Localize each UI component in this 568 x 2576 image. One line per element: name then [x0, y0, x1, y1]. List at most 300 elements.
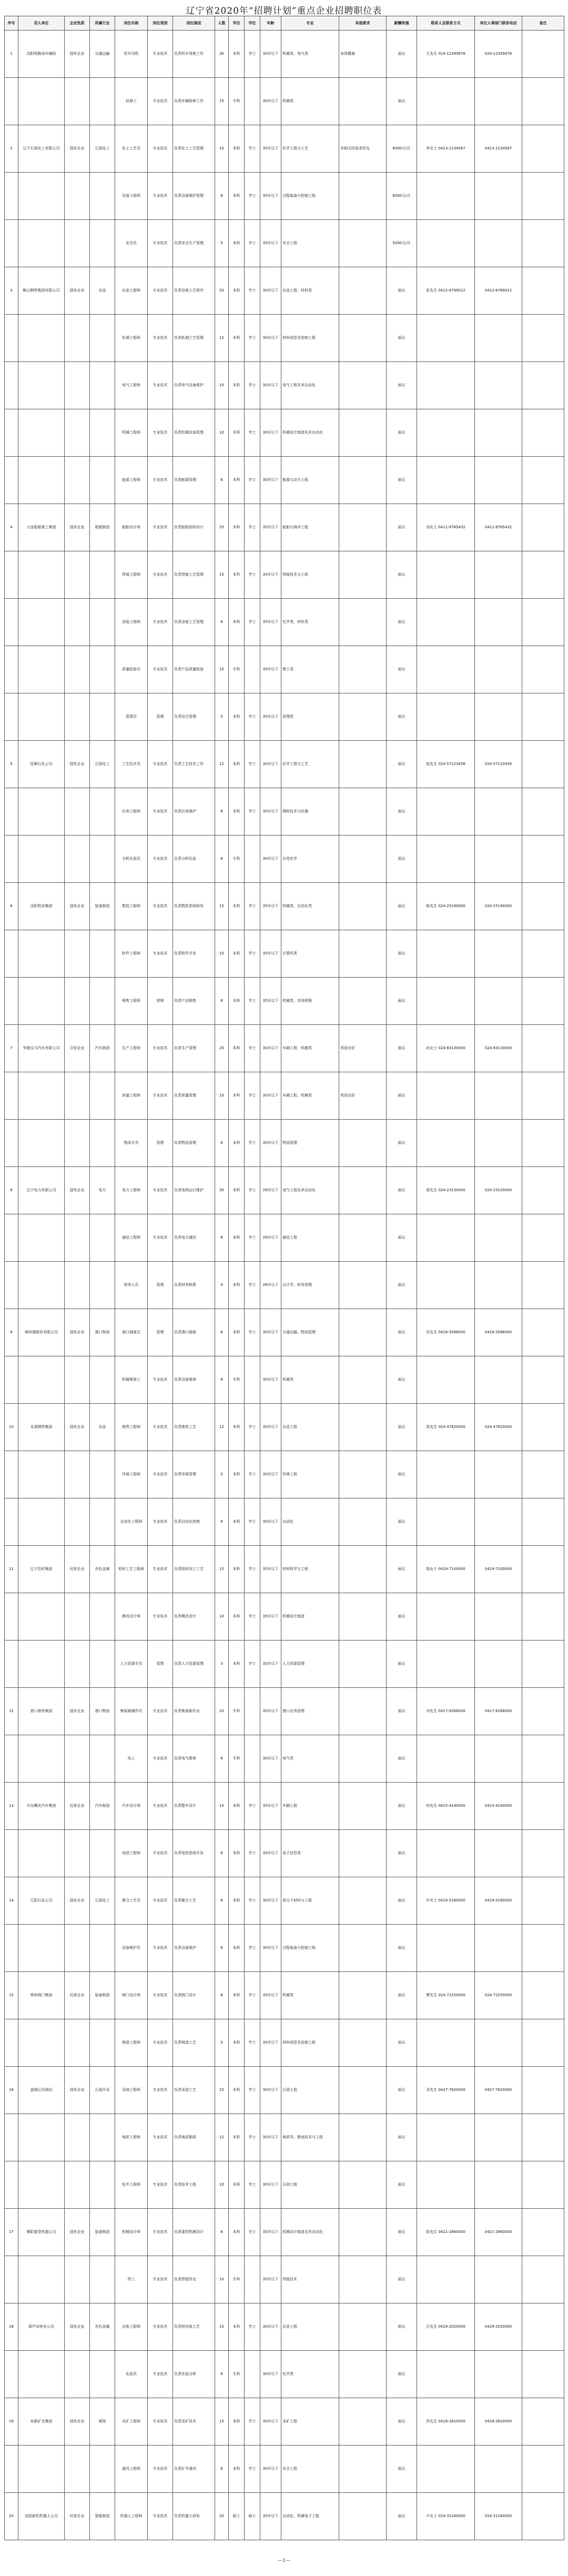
- table-row: [5, 1546, 564, 1593]
- table-cell: [475, 551, 522, 599]
- table-cell: 材料科学与工程: [281, 1546, 339, 1593]
- table-cell: 本科: [229, 788, 245, 836]
- table-cell: 盘锦辽河油田: [18, 2067, 65, 2114]
- table-cell: 本科: [229, 1167, 245, 1214]
- table-cell: 30岁以下: [260, 1498, 281, 1546]
- table-cell: [475, 1925, 522, 1972]
- table-cell: 8: [215, 1214, 229, 1262]
- table-cell: 船舶制造: [90, 504, 115, 551]
- table-cell: [5, 409, 18, 457]
- table-cell: [65, 788, 90, 836]
- table-cell: 本科: [229, 457, 245, 504]
- table-cell: 本科: [229, 173, 245, 220]
- table-cell: 专业技术: [148, 1498, 173, 1546]
- table-cell: [5, 1262, 18, 1309]
- table-cell: [417, 930, 475, 978]
- table-cell: [90, 78, 115, 125]
- table-cell: 本科: [229, 883, 245, 930]
- table-cell: 英语良好: [339, 1025, 387, 1072]
- table-cell: 负责锌冶炼工艺: [173, 2303, 215, 2351]
- table-cell: [522, 362, 564, 409]
- table-cell: [417, 693, 475, 741]
- table-cell: [417, 1072, 475, 1120]
- column-header: 用人单位: [18, 16, 65, 31]
- table-cell: 面议: [387, 1072, 417, 1120]
- table-cell: 专科: [229, 1688, 245, 1735]
- table-cell: 负责化工工艺管理: [173, 125, 215, 173]
- table-cell: 身体健康: [339, 31, 387, 78]
- table-cell: 1: [5, 31, 18, 78]
- table-cell: 8: [215, 836, 229, 883]
- table-cell: [339, 1925, 387, 1972]
- table-cell: 本科: [229, 1972, 245, 2019]
- table-cell: 30岁以下: [260, 78, 281, 125]
- table-cell: 30岁以下: [260, 1688, 281, 1735]
- table-cell: 能源工程师: [115, 457, 148, 504]
- table-row: [5, 125, 564, 173]
- table-cell: 25: [215, 2067, 229, 2114]
- table-row: [5, 1735, 564, 1783]
- table-cell: 国有企业: [65, 1877, 90, 1925]
- table-cell: 学士: [245, 1451, 260, 1498]
- table-cell: 19: [5, 2398, 18, 2446]
- table-row: [5, 504, 564, 551]
- table-cell: [18, 220, 65, 267]
- table-cell: [417, 1262, 475, 1309]
- table-cell: 30岁以下: [260, 1877, 281, 1925]
- table-cell: [90, 2351, 115, 2398]
- table-cell: 35岁以下: [260, 220, 281, 267]
- table-cell: 20: [215, 1025, 229, 1072]
- table-cell: 焊接技术: [281, 2256, 339, 2303]
- table-cell: 学士: [245, 2161, 260, 2209]
- table-cell: 负责港口调度: [173, 1309, 215, 1356]
- table-cell: 8: [215, 1972, 229, 2019]
- table-cell: [90, 409, 115, 457]
- table-cell: 安全员: [115, 220, 148, 267]
- table-row: [5, 1072, 564, 1120]
- table-cell: [18, 1214, 65, 1262]
- table-cell: 地质工程师: [115, 2114, 148, 2161]
- table-cell: [5, 2351, 18, 2398]
- table-cell: 辽阳石化公司: [18, 1877, 65, 1925]
- table-cell: [65, 930, 90, 978]
- table-cell: 本科: [229, 2446, 245, 2493]
- table-cell: 学士: [245, 788, 260, 836]
- table-cell: 15: [5, 1972, 18, 2019]
- table-cell: 35岁以下: [260, 693, 281, 741]
- table-cell: 专业技术: [148, 125, 173, 173]
- table-cell: 专业技术: [148, 1972, 173, 2019]
- table-cell: 李女士 0413-1234567: [417, 125, 475, 173]
- table-row: [5, 1688, 564, 1735]
- table-cell: 35岁以下: [260, 1972, 281, 2019]
- page-title: 辽宁省2020年“招聘计划”重点企业招聘职位表: [186, 6, 382, 16]
- table-cell: [5, 1641, 18, 1688]
- table-cell: 机械设计制造及其自动化: [281, 2209, 339, 2256]
- table-cell: 面议: [387, 2493, 417, 2540]
- table-cell: 学士: [245, 1641, 260, 1688]
- table-cell: 财务人员: [115, 1262, 148, 1309]
- table-cell: 负责集装箱作业: [173, 1688, 215, 1735]
- table-cell: [18, 1451, 65, 1498]
- table-cell: [18, 1120, 65, 1167]
- table-cell: [339, 409, 387, 457]
- table-cell: 专业技术: [148, 1593, 173, 1641]
- table-cell: 30岁以下: [260, 2161, 281, 2209]
- table-cell: 沈阳铁路局车辆段: [18, 31, 65, 78]
- table-cell: 30岁以下: [260, 457, 281, 504]
- table-cell: [18, 2114, 65, 2161]
- table-cell: 30岁以下: [260, 788, 281, 836]
- table-cell: 学士: [245, 315, 260, 362]
- table-cell: 学士: [245, 1972, 260, 2019]
- table-cell: 0419-7100000: [475, 1546, 522, 1593]
- table-cell: [522, 930, 564, 978]
- table-cell: 本科: [229, 1404, 245, 1451]
- table-cell: 营销: [148, 978, 173, 1025]
- table-cell: 汽车制造: [90, 1025, 115, 1072]
- table-cell: [417, 2161, 475, 2209]
- table-cell: [65, 1498, 90, 1546]
- table-cell: 学士: [245, 1830, 260, 1877]
- table-cell: 计算机类: [281, 930, 339, 978]
- table-row: [5, 409, 564, 457]
- table-cell: [65, 1593, 90, 1641]
- table-cell: [417, 1120, 475, 1167]
- table-cell: 本科: [229, 315, 245, 362]
- table-cell: [90, 2114, 115, 2161]
- table-cell: 35岁以下: [260, 173, 281, 220]
- table-cell: 彭先生 0421-2860000: [417, 2209, 475, 2256]
- table-cell: [522, 409, 564, 457]
- table-cell: 国有企业: [65, 1404, 90, 1451]
- table-cell: 0418-2810000: [475, 2398, 522, 2446]
- table-cell: [90, 1262, 115, 1309]
- table-cell: [5, 930, 18, 978]
- table-cell: 学士: [245, 930, 260, 978]
- table-cell: 钻井工程师: [115, 2161, 148, 2209]
- table-cell: 6: [215, 1120, 229, 1167]
- table-cell: [522, 1925, 564, 1972]
- table-row: [5, 2019, 564, 2067]
- table-cell: 负责聚合工艺: [173, 1877, 215, 1925]
- table-cell: 化学工程与工艺: [281, 741, 339, 788]
- table-cell: 面议: [387, 315, 417, 362]
- table-cell: [90, 2161, 115, 2209]
- table-cell: 何先生 0415-4140000: [417, 1783, 475, 1830]
- table-cell: 化验员: [115, 2351, 148, 2398]
- table-cell: 负责综合管理: [173, 693, 215, 741]
- table-cell: [417, 1214, 475, 1262]
- table-cell: 学士: [245, 2398, 260, 2446]
- table-cell: [5, 1735, 18, 1783]
- table-cell: 10: [215, 1783, 229, 1830]
- table-cell: [18, 409, 65, 457]
- table-cell: 负责软件开发: [173, 930, 215, 978]
- table-cell: [65, 173, 90, 220]
- table-cell: 汽车制造: [90, 1783, 115, 1830]
- table-row: [5, 1593, 564, 1641]
- table-cell: 负责数控系统研发: [173, 883, 215, 930]
- table-cell: [417, 457, 475, 504]
- table-cell: 英语良好: [339, 1072, 387, 1120]
- table-cell: 专业技术: [148, 599, 173, 646]
- table-header-row: [5, 16, 564, 31]
- table-cell: [65, 315, 90, 362]
- table-cell: [18, 646, 65, 693]
- table-cell: [339, 457, 387, 504]
- table-cell: 专业技术: [148, 2019, 173, 2067]
- table-cell: 学士: [245, 741, 260, 788]
- table-cell: 0429-2020000: [475, 2303, 522, 2351]
- table-cell: 学士: [245, 2209, 260, 2256]
- table-cell: [417, 1641, 475, 1688]
- table-cell: [475, 1214, 522, 1262]
- table-cell: [65, 2256, 90, 2303]
- table-cell: 学士: [245, 362, 260, 409]
- column-header: 所属行业: [90, 16, 115, 31]
- table-cell: [475, 2446, 522, 2493]
- table-cell: [18, 978, 65, 1025]
- table-cell: 10: [215, 2256, 229, 2303]
- table-cell: 6000元/月: [387, 173, 417, 220]
- table-row: [5, 173, 564, 220]
- table-cell: 专科: [229, 646, 245, 693]
- table-cell: 本科: [229, 267, 245, 315]
- table-cell: [475, 1356, 522, 1404]
- table-cell: [5, 1120, 18, 1167]
- table-cell: 负责采矿技术: [173, 2398, 215, 2446]
- table-cell: 专业技术: [148, 2303, 173, 2351]
- table-cell: 面议: [387, 78, 417, 125]
- table-cell: 专科: [229, 2256, 245, 2303]
- table-cell: 冶金: [90, 1404, 115, 1451]
- table-cell: 2: [5, 125, 18, 173]
- table-cell: 面议: [387, 1641, 417, 1688]
- table-cell: 涂装工程师: [115, 599, 148, 646]
- table-cell: 15: [215, 2398, 229, 2446]
- table-cell: [417, 362, 475, 409]
- table-cell: 35岁以下: [260, 125, 281, 173]
- table-cell: 高分子材料与工程: [281, 1877, 339, 1925]
- table-cell: 自动化工程师: [115, 1498, 148, 1546]
- column-header: 联系人及联系方式: [417, 16, 475, 31]
- table-cell: 专业技术: [148, 1214, 173, 1262]
- table-cell: [522, 1404, 564, 1451]
- table-cell: 负责铸造工艺: [173, 2019, 215, 2067]
- table-cell: 轧钢工程师: [115, 315, 148, 362]
- table-cell: 30: [215, 31, 229, 78]
- table-cell: 负责阀门设计: [173, 1972, 215, 2019]
- table-cell: [245, 78, 260, 125]
- table-cell: [417, 978, 475, 1025]
- table-cell: [417, 599, 475, 646]
- table-cell: [475, 1120, 522, 1167]
- table-cell: [18, 1262, 65, 1309]
- table-cell: [339, 1498, 387, 1546]
- table-cell: 电子信息类: [281, 1830, 339, 1877]
- table-cell: [65, 78, 90, 125]
- table-cell: [475, 220, 522, 267]
- table-cell: 仪表工程师: [115, 788, 148, 836]
- table-cell: [417, 315, 475, 362]
- table-cell: 学士: [245, 1877, 260, 1925]
- table-row: [5, 1167, 564, 1214]
- table-cell: [475, 788, 522, 836]
- table-cell: 面议: [387, 1167, 417, 1214]
- table-cell: 吕先生 0429-2020000: [417, 2303, 475, 2351]
- table-cell: [18, 1641, 65, 1688]
- table-cell: 3: [5, 267, 18, 315]
- table-cell: 学士: [245, 1025, 260, 1072]
- table-cell: 8: [215, 599, 229, 646]
- table-cell: [522, 1120, 564, 1167]
- table-cell: 电力工程师: [115, 1167, 148, 1214]
- table-cell: 本科: [229, 2114, 245, 2161]
- table-cell: [522, 978, 564, 1025]
- table-cell: 专业技术: [148, 788, 173, 836]
- table-cell: [339, 693, 387, 741]
- table-cell: [339, 646, 387, 693]
- table-cell: 负责分析化验: [173, 836, 215, 883]
- table-cell: 本科: [229, 1309, 245, 1356]
- table-cell: 民营企业: [65, 2493, 90, 2540]
- table-cell: 朝阳重型机器公司: [18, 2209, 65, 2256]
- table-cell: 30岁以下: [260, 31, 281, 78]
- table-cell: [339, 836, 387, 883]
- table-cell: [90, 930, 115, 978]
- table-cell: 装备制造: [90, 1972, 115, 2019]
- table-cell: 冶金: [90, 267, 115, 315]
- table-cell: [65, 409, 90, 457]
- column-header: 其他要求: [339, 16, 387, 31]
- table-cell: 专业技术: [148, 883, 173, 930]
- column-header: 序号: [5, 16, 18, 31]
- table-cell: [65, 1120, 90, 1167]
- table-cell: [339, 2398, 387, 2446]
- table-cell: [475, 599, 522, 646]
- table-cell: 面议: [387, 2209, 417, 2256]
- table-cell: 专业技术: [148, 2209, 173, 2256]
- table-cell: 面议: [387, 2161, 417, 2209]
- table-row: [5, 2303, 564, 2351]
- table-cell: 车辆工程: [281, 1783, 339, 1830]
- table-cell: 机器人工程师: [115, 2493, 148, 2540]
- table-cell: 负责采油工艺: [173, 2067, 215, 2114]
- table-cell: 本科: [229, 551, 245, 599]
- table-cell: 负责安全生产管理: [173, 220, 215, 267]
- table-cell: 负责电网运行维护: [173, 1167, 215, 1214]
- table-cell: 学士: [245, 2019, 260, 2067]
- table-cell: 专业技术: [148, 1735, 173, 1783]
- table-cell: 0417-6268000: [475, 1688, 522, 1735]
- table-cell: 理工类: [281, 646, 339, 693]
- table-cell: [417, 409, 475, 457]
- table-cell: 面议: [387, 457, 417, 504]
- table-cell: 辽宁电力有限公司: [18, 1167, 65, 1214]
- table-cell: [18, 693, 65, 741]
- table-cell: [475, 1451, 522, 1498]
- table-cell: 面议: [387, 693, 417, 741]
- table-cell: 本科: [229, 2303, 245, 2351]
- table-cell: [5, 2019, 18, 2067]
- table-cell: [65, 599, 90, 646]
- table-cell: 港口业务管理: [281, 1688, 339, 1735]
- table-cell: 10: [215, 362, 229, 409]
- table-cell: 面议: [387, 1546, 417, 1593]
- table-cell: 管理: [148, 693, 173, 741]
- table-row: [5, 930, 564, 978]
- table-cell: 石油化工: [90, 1877, 115, 1925]
- table-cell: [90, 173, 115, 220]
- table-cell: 20: [215, 2493, 229, 2540]
- table-cell: 30岁以下: [260, 2114, 281, 2161]
- table-cell: 本科: [229, 1214, 245, 1262]
- table-cell: 沈阳新松机器人公司: [18, 2493, 65, 2540]
- table-cell: 分析化验员: [115, 836, 148, 883]
- table-cell: [5, 693, 18, 741]
- table-cell: [522, 788, 564, 836]
- table-cell: 专业技术: [148, 1783, 173, 1830]
- table-cell: [475, 1593, 522, 1641]
- table-cell: 30岁以下: [260, 741, 281, 788]
- table-cell: 学士: [245, 409, 260, 457]
- table-cell: 面议: [387, 883, 417, 930]
- table-row: [5, 1120, 564, 1167]
- table-cell: 面议: [387, 930, 417, 978]
- table-cell: 辽宁石油化工有限公司: [18, 125, 65, 173]
- table-cell: [522, 883, 564, 930]
- table-cell: [339, 1783, 387, 1830]
- table-cell: 冯先生 0417-6268000: [417, 1688, 475, 1735]
- table-cell: 赵先生 024-57123456: [417, 741, 475, 788]
- table-cell: 14: [5, 1877, 18, 1925]
- table-cell: 35岁以下: [260, 883, 281, 930]
- table-cell: 专科: [229, 78, 245, 125]
- table-cell: 汽车设计师: [115, 1783, 148, 1830]
- table-cell: [5, 1830, 18, 1877]
- table-cell: 负责机器人研发: [173, 2493, 215, 2540]
- table-cell: 35岁以下: [260, 551, 281, 599]
- table-cell: 面议: [387, 1262, 417, 1309]
- table-cell: [90, 362, 115, 409]
- table-cell: [339, 267, 387, 315]
- table-cell: 面议: [387, 1925, 417, 1972]
- table-cell: 学士: [245, 1309, 260, 1356]
- table-cell: 学士: [245, 125, 260, 173]
- table-cell: 环保工程师: [115, 1451, 148, 1498]
- table-cell: [339, 2161, 387, 2209]
- table-cell: 本科: [229, 1925, 245, 1972]
- table-cell: [5, 1498, 18, 1546]
- table-cell: 本科: [229, 2067, 245, 2114]
- table-cell: [339, 978, 387, 1025]
- table-cell: 学士: [245, 1925, 260, 1972]
- table-row: [5, 1262, 564, 1309]
- table-cell: 35岁以下: [260, 1641, 281, 1688]
- table-cell: 6: [215, 1735, 229, 1783]
- table-cell: 负责人力资源管理: [173, 1641, 215, 1688]
- table-row: [5, 31, 564, 78]
- table-cell: 负责生产管理: [173, 1025, 215, 1072]
- table-cell: 负责车辆检修工作: [173, 78, 215, 125]
- table-cell: [5, 978, 18, 1025]
- table-cell: 采矿工程师: [115, 2398, 148, 2446]
- table-cell: 专科: [229, 2351, 245, 2398]
- table-cell: [339, 883, 387, 930]
- table-cell: [475, 2256, 522, 2303]
